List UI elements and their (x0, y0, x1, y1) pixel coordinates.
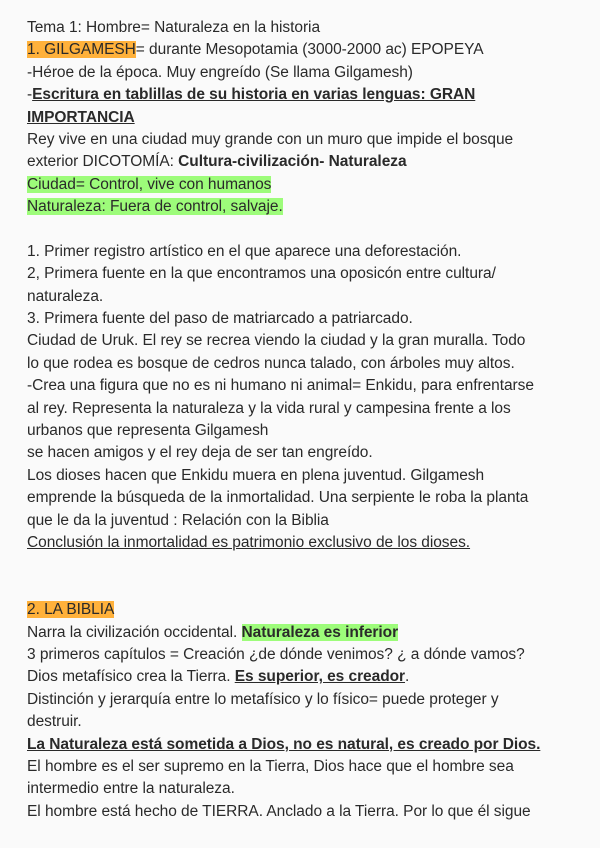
section-heading-gilgamesh: 1. GILGAMESH (27, 41, 136, 59)
text-line: destruir. (27, 713, 82, 731)
document-page (27, 17, 592, 823)
text-line: exterior DICOTOMÍA: Cultura-civilización- Naturaleza (27, 153, 407, 171)
document-title: Tema 1: Hombre= Naturaleza en la historia (27, 19, 321, 36)
text-line: 1. Primer registro artístico en el que aparece una deforestación. (27, 242, 462, 260)
highlighted-line: Ciudad= Control, vive con humanos (27, 175, 272, 193)
text-line: Distinción y jerarquía entre lo metafísico y lo físico= puede proteger y (27, 690, 499, 708)
text-line: que le da la juventud : Relación con la Biblia (27, 511, 329, 529)
text-line: Rey vive en una ciudad muy grande con un muro que impide el bosque (27, 130, 514, 148)
blank-line (27, 219, 592, 241)
text-line: al rey. Representa la naturaleza y la vida rural y campesina frente a los (27, 399, 511, 417)
text-line: Narra la civilización occidental. Naturaleza es inferior (27, 623, 399, 641)
text-line: -Crea una figura que no es ni humano ni animal= Enkidu, para enfrentarse (27, 377, 534, 395)
text-line: Dios metafísico crea la Tierra. Es superior, es creador. (27, 668, 410, 686)
highlighted-line: Naturaleza: Fuera de control, salvaje. (27, 198, 283, 216)
section-heading-biblia: 2. LA BIBLIA (27, 601, 115, 619)
text-line: Los dioses hacen que Enkidu muera en plena juventud. Gilgamesh (27, 466, 485, 484)
text-line: se hacen amigos y el rey deja de ser tan engreído. (27, 444, 373, 462)
text-line: IMPORTANCIA (27, 108, 135, 126)
section-heading-biblia-line (27, 599, 592, 621)
text-line: La Naturaleza está sometida a Dios, no es natural, es creado por Dios. (27, 735, 541, 753)
text-line: 2, Primera fuente en la que encontramos una oposicón entre cultura/ (27, 265, 496, 283)
blank-line (27, 554, 592, 576)
text-line: -Héroe de la época. Muy engreído (Se llama Gilgamesh) (27, 63, 413, 81)
text-line: El hombre es el ser supremo en la Tierra, Dios hace que el hombre sea (27, 757, 514, 775)
section-heading-gilgamesh-line: 1. GILGAMESH= durante Mesopotamia (3000-2000 ac) EPOPEYA (27, 41, 484, 59)
text-line: lo que rodea es bosque de cedros nunca talado, con árboles muy altos. (27, 354, 515, 372)
text-line: El hombre está hecho de TIERRA. Anclado a la Tierra. Por lo que él sigue (27, 802, 531, 820)
text-line: -Escritura en tablillas de su historia en varias lenguas: GRAN (27, 86, 476, 104)
text-line: 3 primeros capítulos = Creación ¿de dónde venimos? ¿ a dónde vamos? (27, 645, 525, 663)
text-line: emprende la búsqueda de la inmortalidad. Una serpiente le roba la planta (27, 489, 529, 507)
text-line: intermedio entre la naturaleza. (27, 780, 235, 798)
conclusion-line: Conclusión la inmortalidad es patrimonio exclusivo de los dioses. (27, 533, 471, 551)
text-line: Ciudad de Uruk. El rey se recrea viendo la ciudad y la gran muralla. Todo (27, 332, 526, 350)
blank-line (27, 577, 592, 599)
text-line: naturaleza. (27, 287, 104, 305)
text-line: 3. Primera fuente del paso de matriarcado a patriarcado. (27, 310, 413, 328)
text-line: urbanos que representa Gilgamesh (27, 422, 269, 440)
